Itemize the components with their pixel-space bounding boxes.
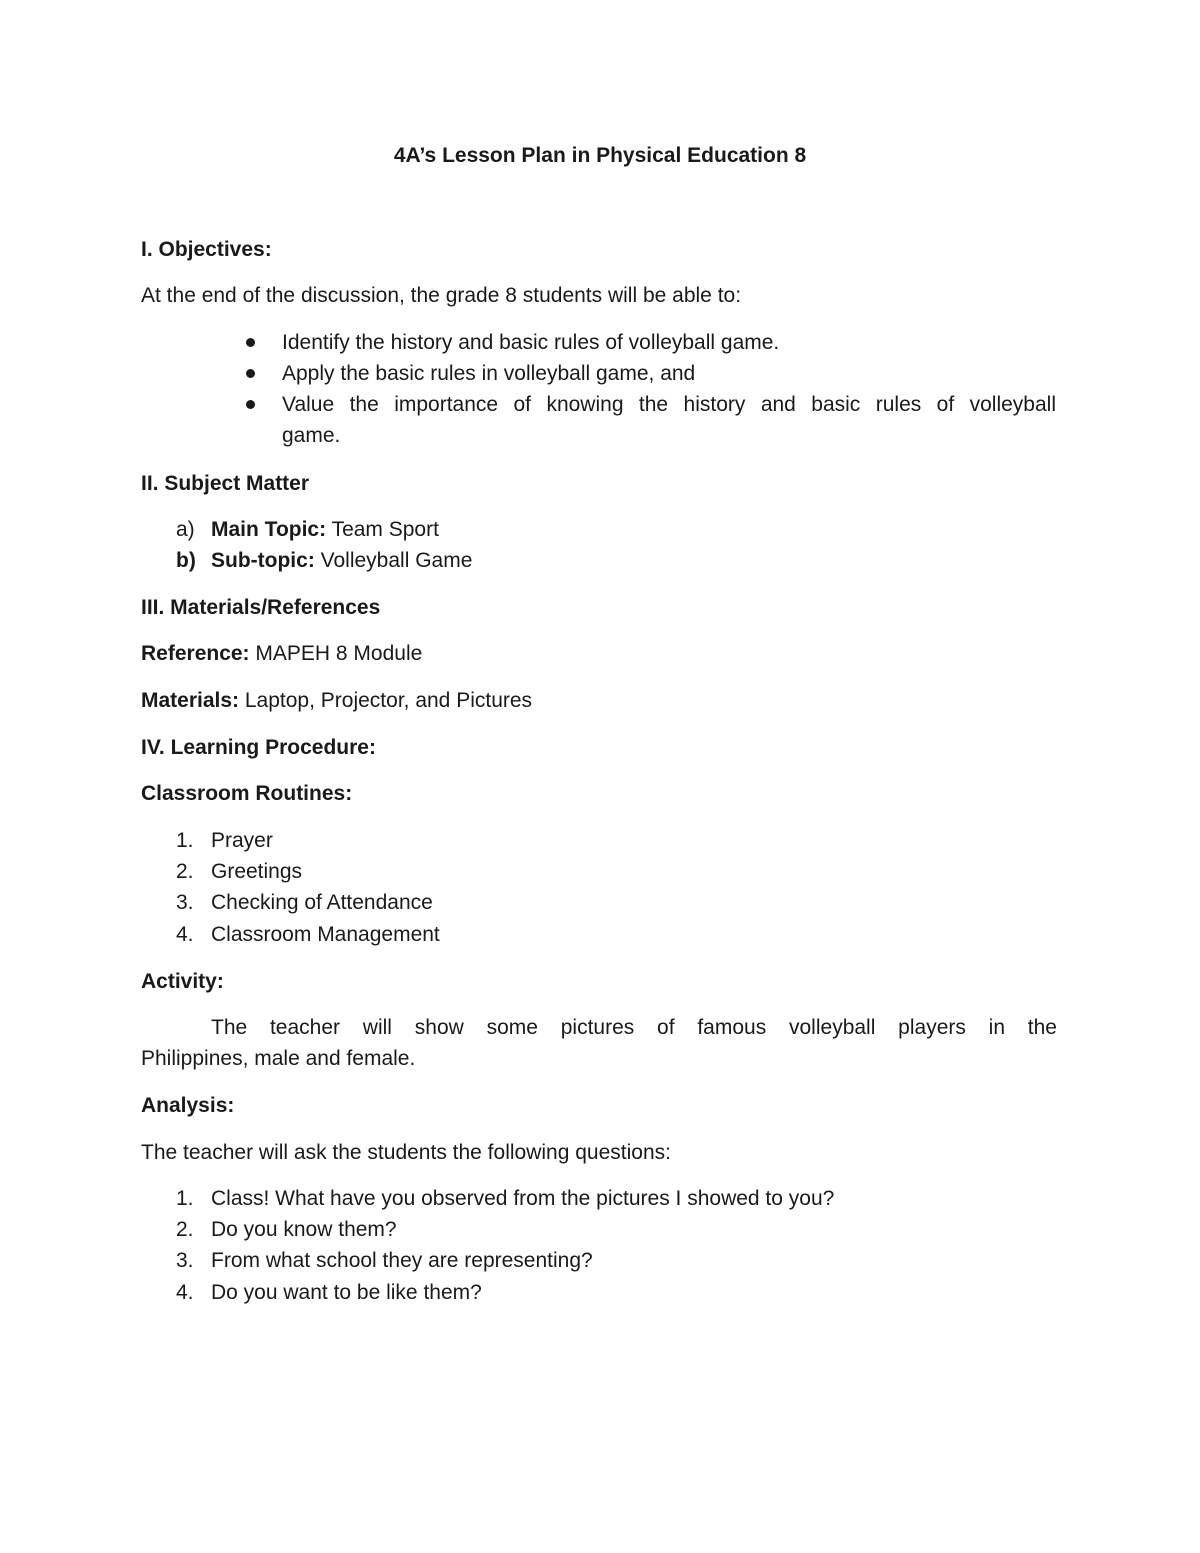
main-topic-label: Main Topic: <box>211 518 327 541</box>
list-marker: a) <box>176 518 195 541</box>
objective-item-continuation: game. <box>282 424 341 447</box>
materials-line <box>141 688 532 714</box>
bullet-icon <box>246 338 255 347</box>
analysis-heading: Analysis: <box>141 1094 235 1117</box>
reference-line <box>141 641 422 667</box>
objective-item: Identify the history and basic rules of volleyball game. <box>282 331 780 354</box>
question-item: Do you know them? <box>211 1218 397 1241</box>
list-number: 2. <box>176 1218 194 1241</box>
question-item: From what school they are representing? <box>211 1249 593 1272</box>
subject-item-sub-topic <box>211 548 472 574</box>
activity-heading: Activity: <box>141 970 224 993</box>
list-number: 3. <box>176 1249 194 1272</box>
bullet-icon <box>246 400 255 409</box>
objectives-heading: I. Objectives: <box>141 238 272 261</box>
objective-item: Apply the basic rules in volleyball game, and <box>282 362 696 385</box>
list-number: 4. <box>176 1281 194 1304</box>
reference-label: Reference: <box>141 642 250 665</box>
sub-topic-label: Sub-topic: <box>211 549 315 572</box>
reference-value: MAPEH 8 Module <box>249 642 423 665</box>
sub-topic-value: Volleyball Game <box>314 549 473 572</box>
procedure-heading: IV. Learning Procedure: <box>141 736 376 759</box>
question-item: Do you want to be like them? <box>211 1281 482 1304</box>
materials-label: Materials: <box>141 689 240 712</box>
bullet-icon <box>246 369 255 378</box>
routines-heading: Classroom Routines: <box>141 782 353 805</box>
main-topic-value: Team Sport <box>326 518 439 541</box>
analysis-intro: The teacher will ask the students the following questions: <box>141 1141 671 1164</box>
objective-item: Value the importance of knowing the history and basic rules of volleyball <box>282 393 1056 416</box>
subject-item-main-topic <box>211 517 439 543</box>
materials-heading: III. Materials/References <box>141 596 381 619</box>
routine-item: Prayer <box>211 829 273 852</box>
list-number: 4. <box>176 923 194 946</box>
list-number: 3. <box>176 891 194 914</box>
subject-matter-heading: II. Subject Matter <box>141 472 310 495</box>
document-title: 4A’s Lesson Plan in Physical Education 8 <box>393 144 807 167</box>
activity-text-line: The teacher will show some pictures of famous volleyball players in the <box>211 1016 1057 1039</box>
list-marker: b) <box>176 549 196 572</box>
routine-item: Checking of Attendance <box>211 891 433 914</box>
activity-text-line: Philippines, male and female. <box>141 1047 416 1070</box>
objectives-intro: At the end of the discussion, the grade 8 students will be able to: <box>141 284 742 307</box>
list-number: 1. <box>176 829 194 852</box>
question-item: Class! What have you observed from the pictures I showed to you? <box>211 1187 835 1210</box>
routine-item: Classroom Management <box>211 923 440 946</box>
list-number: 2. <box>176 860 194 883</box>
routine-item: Greetings <box>211 860 303 883</box>
materials-value: Laptop, Projector, and Pictures <box>239 689 533 712</box>
list-number: 1. <box>176 1187 194 1210</box>
